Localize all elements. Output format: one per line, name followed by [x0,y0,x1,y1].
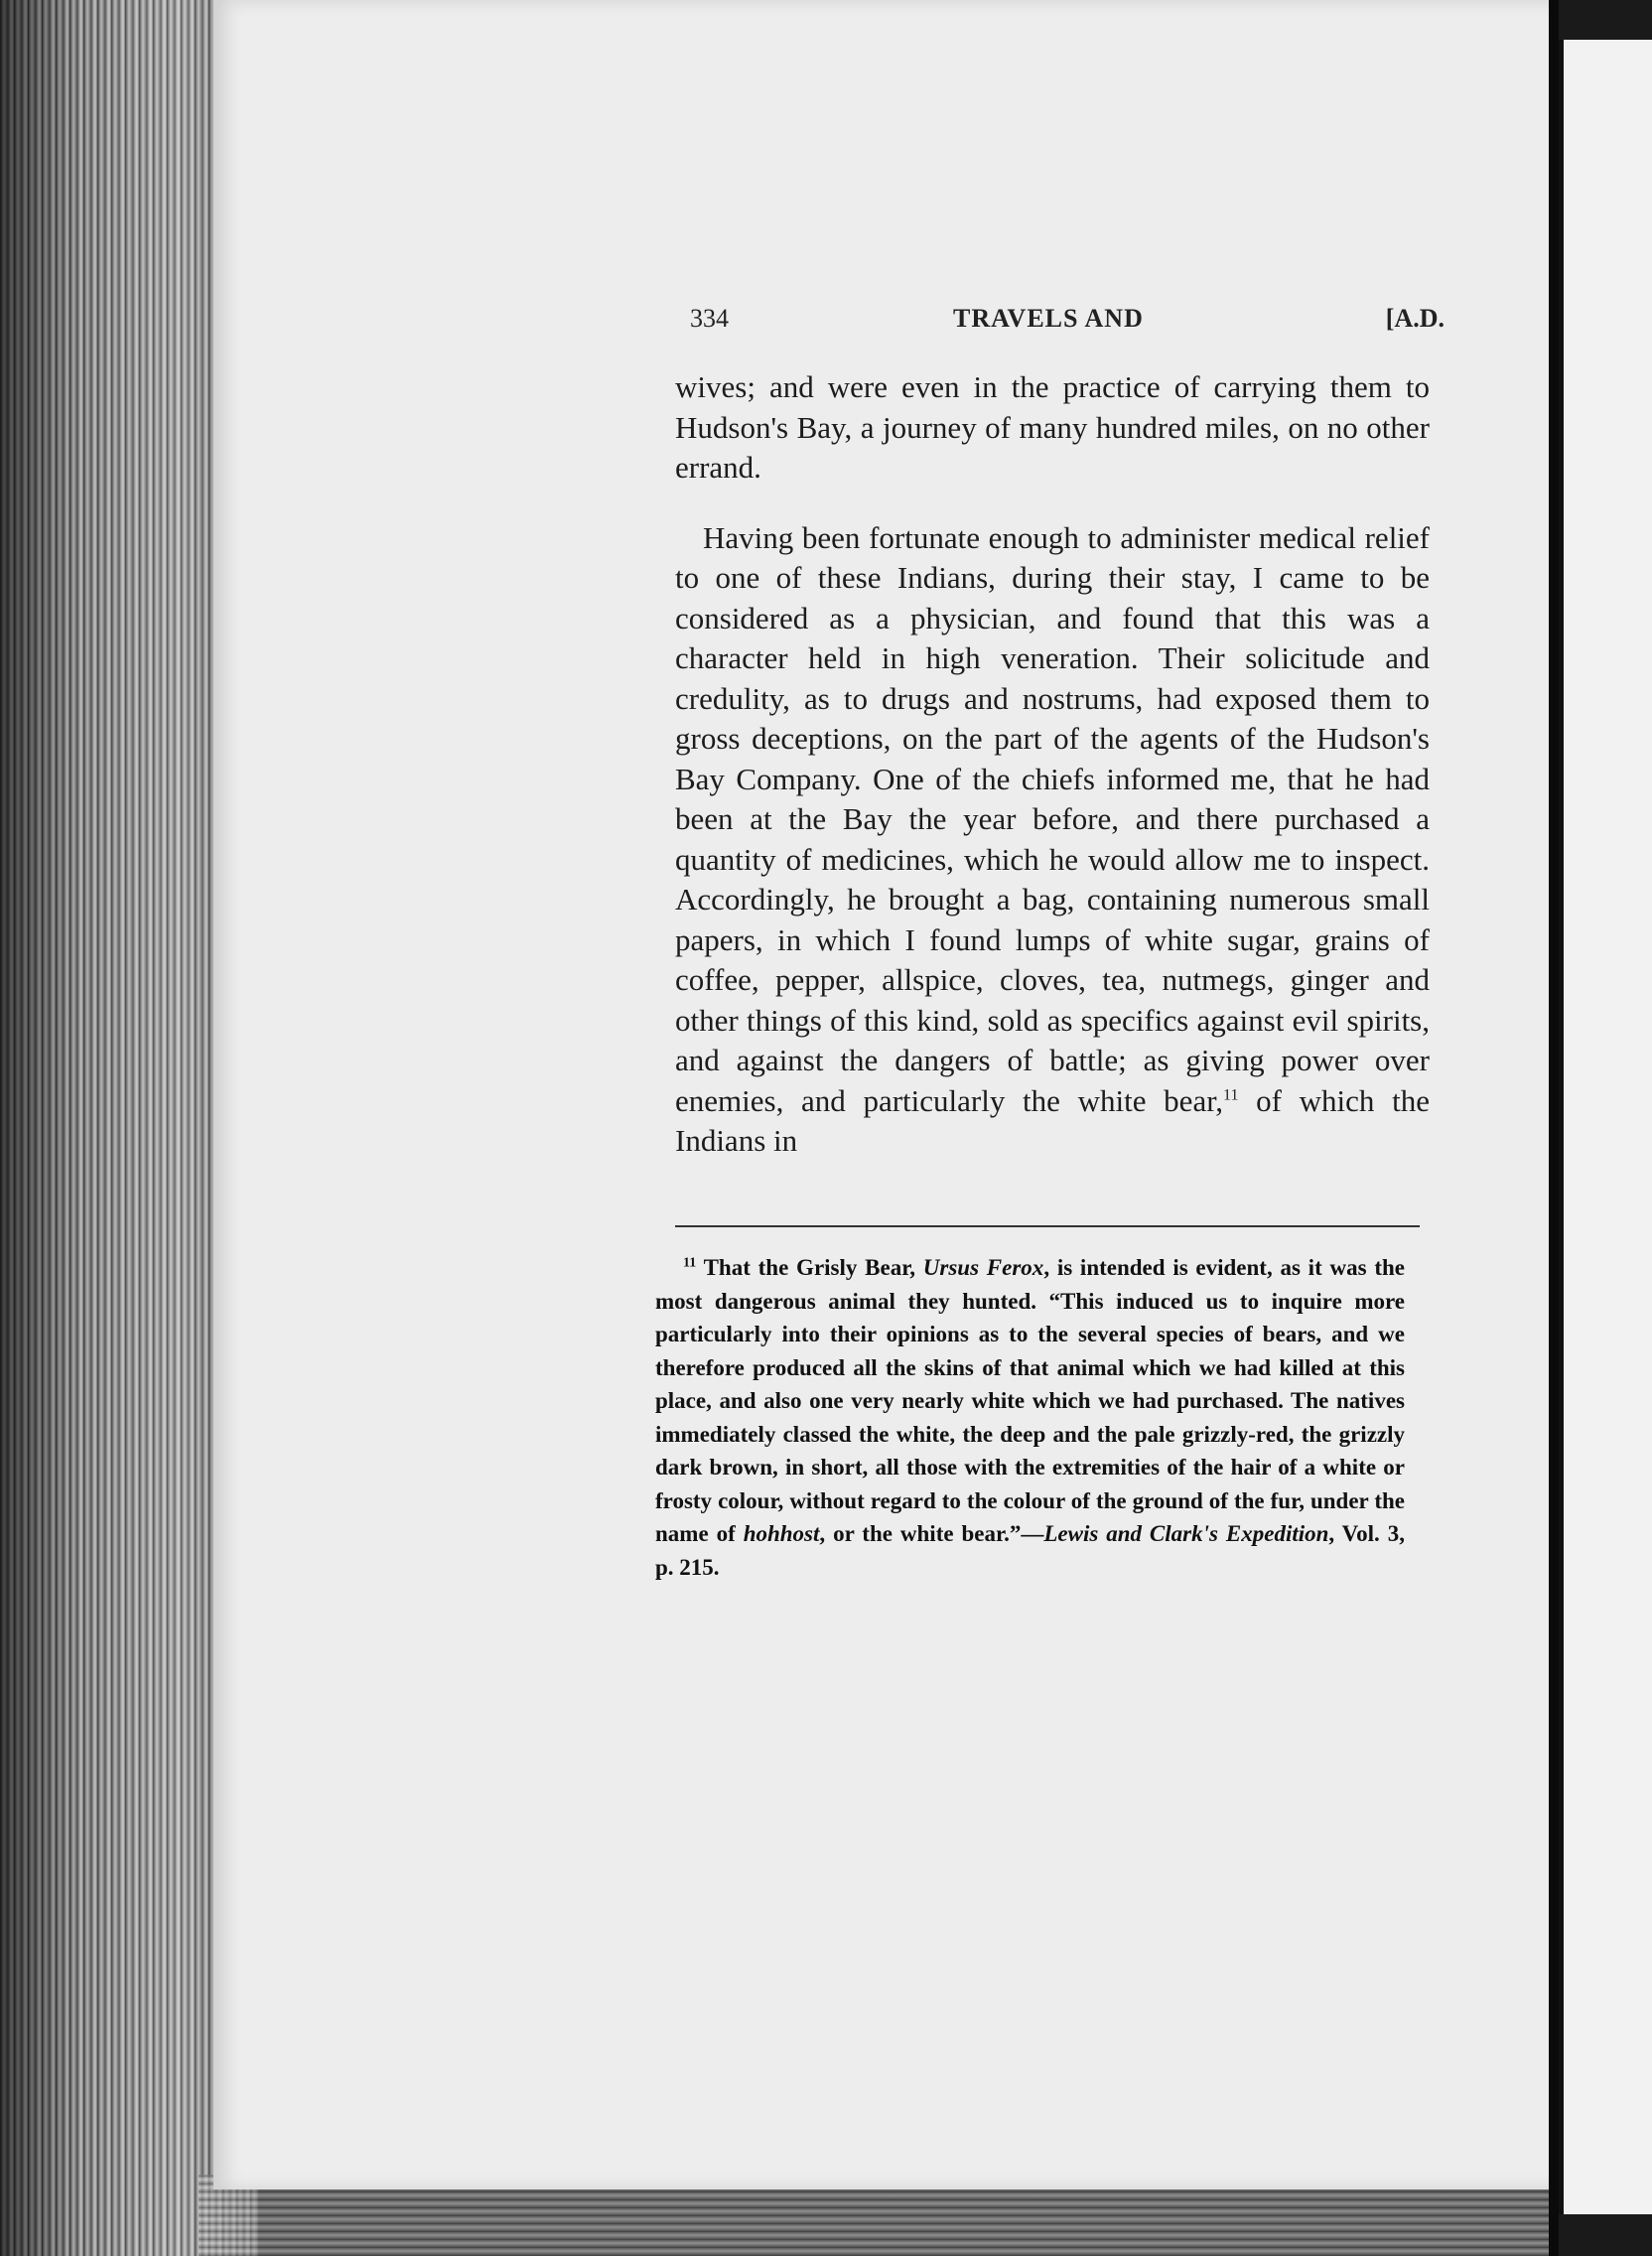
facing-page [1559,40,1652,2214]
footnote-species-name: Ursus Ferox [922,1255,1044,1280]
footnote-paragraph [655,1251,1405,1584]
footnote-source-title: Lewis and Clark's Expedition [1043,1521,1329,1546]
paragraph-continued: wives; and were even in the practice of carrying them to Hudson's Bay, a journey of many hundred miles, on no other errand. [675,369,1430,485]
body-text [675,367,1430,1162]
paragraph-text-tail: of which the Indians in [675,1082,1430,1158]
footnote-text: , is intended is evident, as it was the most dangerous animal they hunted. “This induced us to inquire more particularly into their opinions as to the several species of bears, and we therefore produced all the skins of that animal which we had killed at this place, and also one very nearly white which we had purchased. The natives immediately classed the white, the deep and the pale grizzly-red, the grizzly dark brown, in short, all those with the extremities of the hair of a white or frosty colour, without regard to the colour of the ground of the fur, under the name of [655,1255,1405,1546]
footnote [655,1251,1405,1584]
footnote-text: , or the white bear.”— [819,1521,1044,1546]
footnote-native-term: hohhost [743,1521,820,1546]
footnote-divider [675,1225,1420,1227]
footnote-marker: 11 [683,1255,697,1271]
footnote-text: That the Grisly Bear, [696,1255,923,1280]
book-gutter [1549,0,1559,2256]
footnote-reference[interactable]: 11 [1223,1086,1239,1104]
page-number: 334 [690,304,729,333]
footnote-citation: , Vol. 3, p. 215. [655,1521,1405,1580]
date-marker: [A.D. [1385,304,1445,333]
running-title: TRAVELS AND [953,304,1144,333]
running-head [690,304,1445,344]
paragraph-text: Having been fortunate enough to administer medical relief to one of these Indians, during their stay, I came to be considered as a physician, and found that this was a character held in high veneration. Their solicitude and credulity, as to drugs and nostrums, had exposed them to gross deceptions, on the part of the agents of the Hudson's Bay Company. One of the chiefs informed me, that he had been at the Bay the year before, and there purchased a quantity of medicines, which he would allow me to inspect. Accordingly, he brought a bag, containing numerous small papers, in which I found lumps of white sugar, grains of coffee, pepper, allspice, cloves, tea, nutmegs, ginger and other things of this kind, sold as specifics against evil spirits, and against the dangers of battle; as giving power over enemies, and particularly the white bear, [675,519,1430,1118]
footnote-rule [675,1225,1420,1227]
paragraph-medicines [675,518,1430,1162]
